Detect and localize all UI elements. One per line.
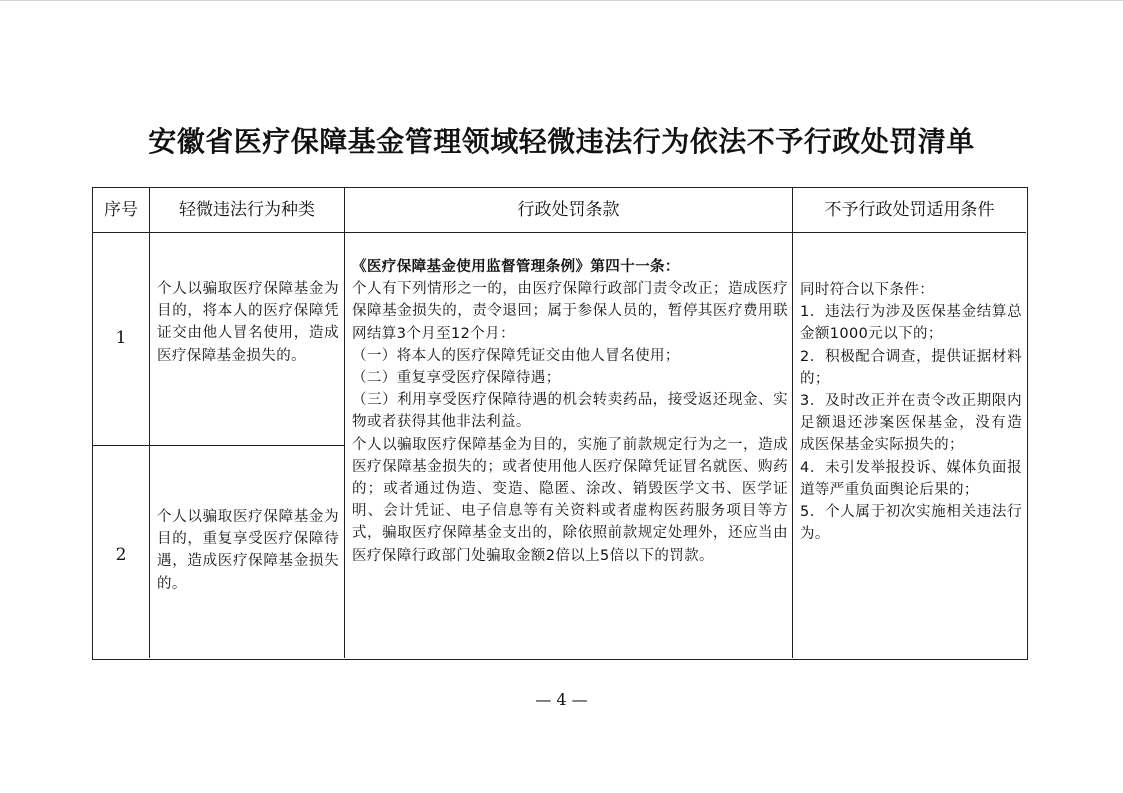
top-divider	[0, 0, 1123, 1]
header-divider	[93, 232, 1026, 233]
document-title: 安徽省医疗保障基金管理领域轻微违法行为依法不予行政处罚清单	[148, 125, 975, 158]
condition-item: 5．个人属于初次实施相关违法行为。	[800, 504, 1022, 543]
header-penalty-clause: 行政处罚条款	[517, 200, 620, 220]
column-divider	[792, 188, 793, 658]
clause-paragraph: 个人有下列情形之一的，由医疗保障行政部门责令改正；造成医疗保障基金损失的，责令退回；属于参保人员的，暂停其医疗费用联网结算3个月至12个月：	[352, 281, 788, 342]
clause-heading: 《医疗保障基金使用监督管理条例》第四十一条：	[352, 258, 680, 275]
row-divider	[93, 445, 345, 446]
column-divider	[149, 188, 150, 658]
conditions-intro: 同时符合以下条件：	[800, 282, 935, 298]
header-conditions: 不予行政处罚适用条件	[824, 200, 995, 220]
column-divider	[344, 188, 345, 658]
page-number: — 4 —	[535, 690, 588, 709]
row-1-violation-type: 个人以骗取医疗保障基金为目的，将本人的医疗保障凭证交由他人冒名使用，造成医疗保障基金损失的。	[157, 281, 339, 364]
condition-item: 1．违法行为涉及医保基金结算总金额1000元以下的；	[800, 304, 1022, 343]
penalty-clause-cell	[352, 256, 788, 567]
condition-item: 2．积极配合调查，提供证据材料的；	[800, 348, 1022, 387]
row-1-seq: 1	[115, 328, 127, 348]
conditions-cell	[800, 279, 1022, 545]
clause-item: （三）利用享受医疗保障待遇的机会转卖药品，接受返还现金、实物或者获得其他非法利益。	[352, 392, 788, 431]
clause-item: （一）将本人的医疗保障凭证交由他人冒名使用；	[352, 347, 680, 364]
row-2-seq: 2	[115, 545, 127, 565]
penalty-exemption-table	[92, 187, 1028, 660]
condition-item: 3．及时改正并在责令改正期限内足额退还涉案医保基金，没有造成医保基金实际损失的；	[800, 393, 1022, 454]
row-2-violation-type: 个人以骗取医疗保障基金为目的，重复享受医疗保障待遇，造成医疗保障基金损失的。	[157, 509, 339, 592]
condition-item: 4．未引发举报投诉、媒体负面报道等严重负面舆论后果的；	[800, 459, 1022, 498]
clause-item: （二）重复享受医疗保障待遇；	[352, 370, 561, 387]
header-violation-type: 轻微违法行为种类	[179, 200, 315, 220]
header-seq: 序号	[104, 200, 138, 220]
clause-paragraph: 个人以骗取医疗保障基金为目的，实施了前款规定行为之一，造成医疗保障基金损失的；或者使用他人医疗保障凭证冒名就医、购药的；或者通过伪造、变造、隐匿、涂改、销毁医学文书、医学证明、会计凭证、电子信息等有关资料或者虚构医药服务项目等方式，骗取医疗保障基金支出的，除依照前款规定处理外，还应当由医疗保障行政部门处骗取金额2倍以上5倍以下的罚款。	[352, 436, 788, 564]
